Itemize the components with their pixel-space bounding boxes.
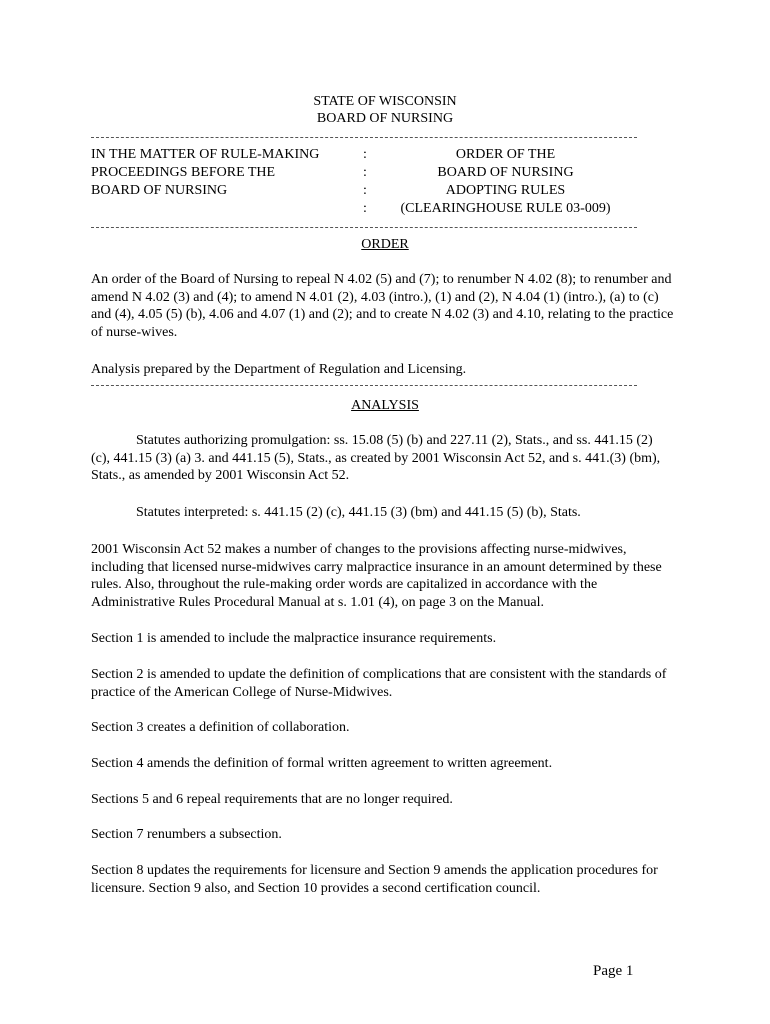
header-state: STATE OF WISCONSIN xyxy=(313,94,457,109)
document-header xyxy=(0,93,770,127)
caption-colon: : xyxy=(363,147,367,162)
section-paragraph: Section 4 amends the definition of formal written agreement to written agreement. xyxy=(91,756,553,771)
caption-colon: : xyxy=(363,183,367,198)
order-text: An order of the Board of Nursing to repeal N 4.02 (5) and (7); to renumber N 4.02 (8); to renumber and amend N 4.02 (3) and (4); to amend N 4.01 (2), 4.03 (intro.), (1) and (2), N 4.04 (1) (intro.), (a) to (c) and (4), 4.05 (5) (b), 4.06 and 4.07 (1) and (2); and to create N 4.02 (3) and 4.10, relating to the practice of nurse-wives. xyxy=(91,272,674,340)
analysis-note: Analysis prepared by the Department of Regulation and Licensing. xyxy=(91,362,467,377)
caption-left-line: IN THE MATTER OF RULE-MAKING xyxy=(91,147,320,162)
caption-right-line: BOARD OF NURSING xyxy=(437,165,574,180)
page-number: Page 1 xyxy=(593,963,634,979)
section-paragraph: Section 8 updates the requirements for licensure and Section 9 amends the application procedures for licensure. Section 9 also, and Section 10 provides a second certification council. xyxy=(91,863,658,896)
section-paragraph: Section 3 creates a definition of collaboration. xyxy=(91,720,350,735)
act52-paragraph: 2001 Wisconsin Act 52 makes a number of changes to the provisions affecting nurse-midwives, including that licensed nurse-midwives carry malpractice insurance in an amount determined by these rules. Also, throughout the rule-making order words are capitalized in accordance with the Administrative Rules Procedural Manual at s. 1.01 (4), on page 3 on the Manual. xyxy=(91,542,662,610)
statutes-authorizing: Statutes authorizing promulgation: ss. 15.08 (5) (b) and 227.11 (2), Stats., and ss. 441.15 (2) (c), 441.15 (3) (a) 3. and 441.15 (5), Stats., as created by 2001 Wisconsin Act 52, and s. 441.(3) (bm), Stats., as amended by 2001 Wisconsin Act 52. xyxy=(91,433,661,483)
section-paragraph: Sections 5 and 6 repeal requirements that are no longer required. xyxy=(91,792,453,807)
caption-colons xyxy=(363,146,373,218)
divider-analysis xyxy=(91,385,637,386)
statutes-interpreted: Statutes interpreted: s. 441.15 (2) (c), 441.15 (3) (bm) and 441.15 (5) (b), Stats. xyxy=(136,505,581,520)
caption-colon: : xyxy=(363,201,367,216)
analysis-heading: ANALYSIS xyxy=(351,398,419,413)
divider-top xyxy=(91,137,637,138)
order-heading: ORDER xyxy=(361,237,409,252)
caption-left-line: PROCEEDINGS BEFORE THE xyxy=(91,165,276,180)
caption-right-line: ORDER OF THE xyxy=(455,147,556,162)
caption-left-line: BOARD OF NURSING xyxy=(91,183,228,198)
divider-caption xyxy=(91,227,637,228)
caption-colon: : xyxy=(363,165,367,180)
caption-right-line: ADOPTING RULES xyxy=(445,183,566,198)
case-caption xyxy=(91,146,637,218)
section-paragraph: Section 1 is amended to include the malpractice insurance requirements. xyxy=(91,631,497,646)
section-paragraph: Section 7 renumbers a subsection. xyxy=(91,827,282,842)
caption-left xyxy=(91,146,361,200)
caption-right-line: (CLEARINGHOUSE RULE 03-009) xyxy=(400,201,611,216)
header-board: BOARD OF NURSING xyxy=(316,111,454,126)
section-paragraph: Section 2 is amended to update the definition of complications that are consistent with the standards of practice of the American College of Nurse-Midwives. xyxy=(91,667,667,700)
caption-right xyxy=(374,146,637,218)
